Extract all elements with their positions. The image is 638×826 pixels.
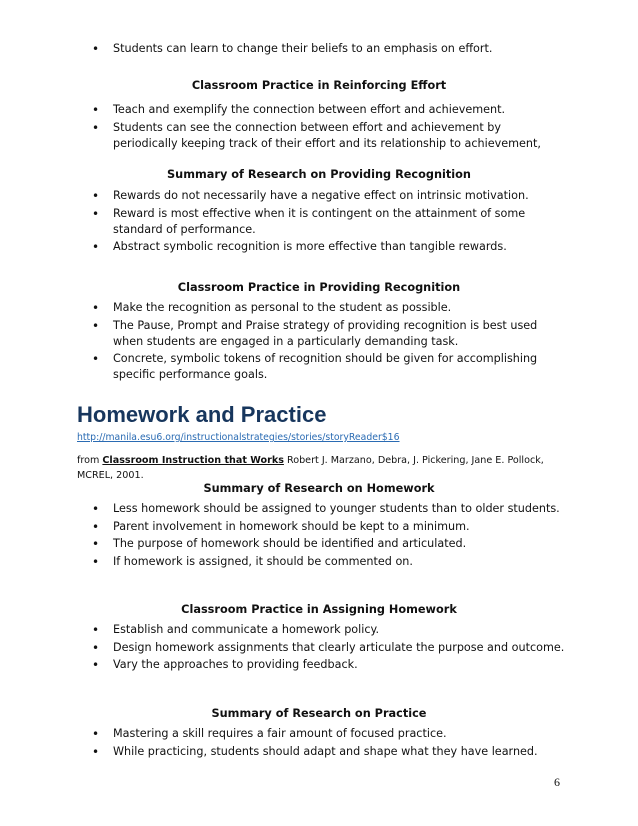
section-heading: Summary of Research on Homework xyxy=(203,482,435,495)
bullet: • xyxy=(92,301,100,315)
list-item: • Abstract symbolic recognition is more effective than tangible rewards. xyxy=(92,240,507,254)
list-item: • Design homework assignments that clearly articulate the purpose and outcome. xyxy=(92,640,565,655)
bullet-list xyxy=(0,501,638,570)
homework-title: Homework and Practice xyxy=(77,402,327,427)
bullet: • xyxy=(92,120,100,135)
list-item: • The purpose of homework should be identified and articulated. xyxy=(92,537,467,551)
section-research-homework xyxy=(0,481,638,571)
top-list-block xyxy=(0,41,638,59)
list-item: • Parent involvement in homework should be kept to a minimum. xyxy=(92,519,470,534)
bullet: • xyxy=(92,206,100,221)
section-heading: Classroom Practice in Providing Recognition xyxy=(177,281,461,294)
citation: from Classroom Instruction that Works Robert J. Marzano, Debra, J. Pickering, Jane E. Pollock, MCREL, 2001. xyxy=(77,455,544,481)
list-item: • Make the recognition as personal to the student as possible. xyxy=(92,301,452,315)
bullet: • xyxy=(92,623,100,637)
section-practice-recognition xyxy=(0,280,638,385)
bullet: • xyxy=(92,537,100,551)
list-item: • The Pause, Prompt and Praise strategy of providing recognition is best used when students are engaged in a particularly demanding task. xyxy=(92,318,538,348)
list-item: • Students can see the connection between effort and achievement by periodically keeping track of their effort and its relationship to achievement, xyxy=(92,120,541,150)
bullet: • xyxy=(92,352,100,366)
bullet: • xyxy=(92,42,100,56)
section-heading: Classroom Practice in Reinforcing Effort xyxy=(191,79,447,92)
bullet: • xyxy=(92,519,100,534)
bullet: • xyxy=(92,240,100,254)
bullet: • xyxy=(92,658,100,672)
bullet: • xyxy=(92,744,100,759)
section-heading: Summary of Research on Providing Recognition xyxy=(167,168,471,181)
section-practice-homework xyxy=(0,602,638,675)
page-number: 6 xyxy=(554,775,560,789)
section-heading: Summary of Research on Practice xyxy=(211,707,427,720)
list-item: • Less homework should be assigned to younger students than to older students. xyxy=(92,502,560,516)
list-item: • Teach and exemplify the connection between effort and achievement. xyxy=(92,103,506,117)
section-reinforcing-effort xyxy=(0,78,638,153)
bullet-list xyxy=(0,188,638,255)
top-list xyxy=(0,41,638,57)
list-item: • Vary the approaches to providing feedback. xyxy=(92,658,358,672)
source-link[interactable]: http://manila.esu6.org/instructionalstrategies/stories/storyReader$16 xyxy=(77,432,400,443)
book-title: Classroom Instruction that Works xyxy=(102,455,284,466)
bullet: • xyxy=(92,640,100,655)
section-heading: Classroom Practice in Assigning Homework xyxy=(181,603,457,616)
bullet-list xyxy=(0,300,638,383)
list-item: • Concrete, symbolic tokens of recognition should be given for accomplishing specific performance goals. xyxy=(92,352,538,381)
bullet: • xyxy=(92,554,100,569)
section-research-practice xyxy=(0,706,638,761)
bullet-list xyxy=(0,726,638,760)
list-item: • Rewards do not necessarily have a negative effect on intrinsic motivation. xyxy=(92,189,529,203)
bullet: • xyxy=(92,189,100,203)
bullet-list xyxy=(0,102,638,152)
bullet: • xyxy=(92,103,100,117)
section-research-recognition xyxy=(0,167,638,257)
bullet-list xyxy=(0,622,638,673)
list-item: • Students can learn to change their beliefs to an emphasis on effort. xyxy=(92,42,493,56)
bullet: • xyxy=(92,318,100,333)
list-item: • While practicing, students should adapt and shape what they have learned. xyxy=(92,744,538,759)
bullet: • xyxy=(92,502,100,516)
list-item: • Mastering a skill requires a fair amount of focused practice. xyxy=(92,727,447,741)
list-item: • Establish and communicate a homework policy. xyxy=(92,623,380,637)
list-item: • Reward is most effective when it is contingent on the attainment of some standard of performance. xyxy=(92,206,526,236)
bullet: • xyxy=(92,727,100,741)
list-item: • If homework is assigned, it should be commented on. xyxy=(92,554,413,569)
